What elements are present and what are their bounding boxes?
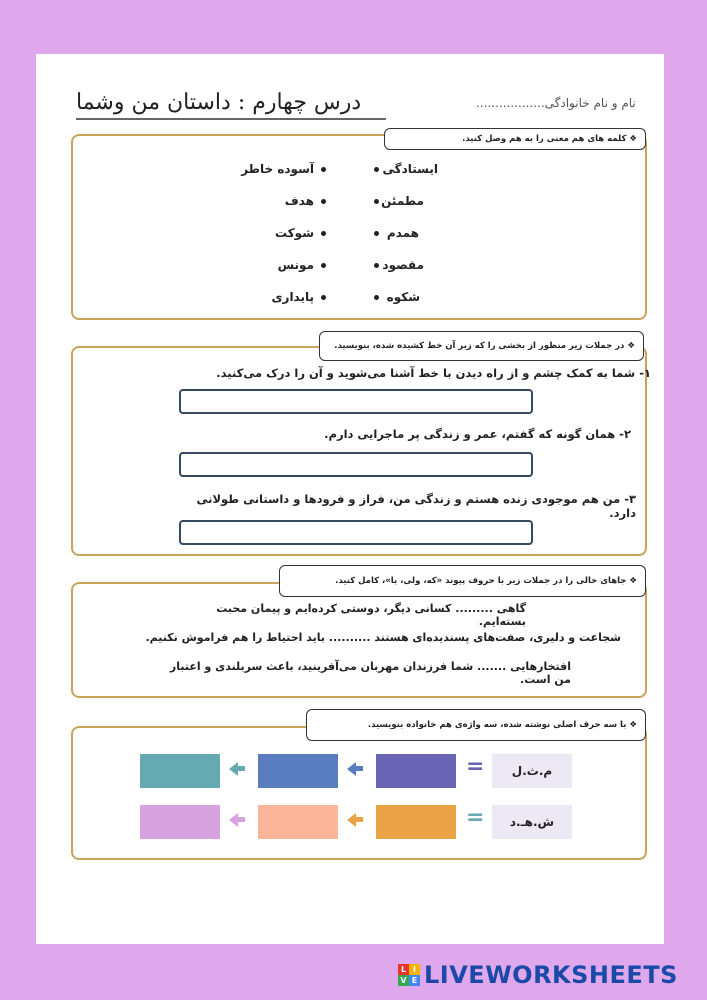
answer-tile-1b[interactable] [258,754,338,788]
word-family-instruction: ❖ با سه حرف اصلی نوشته شده، سه واژه‌ی هم خانواده بنویسید. [306,709,646,741]
liveworksheets-footer [398,961,678,989]
match-left-item: مونس [277,258,314,272]
match-left-bullet[interactable] [321,231,326,236]
fill-sentence-3: افتخارهایی ....... شما فرزندان مهربان می‌آفرینید، باعث سربلندی و اعتبار من است. [169,660,571,686]
arrow-left-icon [355,817,363,822]
fill-sentence-1: گاهی ......... کسانی دیگر، دوستی کرده‌ایم و پیمان محبت بسته‌ایم. [216,602,526,628]
match-left-item: هدف [284,194,314,208]
arrow-left-icon [355,766,363,771]
fill-sentence-2: شجاعت و دلیری، صفت‌های پسندیده‌ای هستند .......... باید احتیاط را هم فراموش نکنیم. [145,631,621,644]
match-left-bullet[interactable] [321,263,326,268]
answer-tile-1c[interactable] [376,754,456,788]
answer-tile-1a[interactable] [140,754,220,788]
answer-tile-2c[interactable] [376,805,456,839]
worksheet-page [36,54,664,944]
equals-icon: = [466,805,485,830]
arrow-left-icon [229,762,238,776]
brand-name: LIVEWORKSHEETS [424,961,678,989]
match-right-bullet[interactable] [374,199,379,204]
root-letters-2: ش.هـ.د [492,805,572,839]
fill-blank-instruction: ❖ جاهای خالی را در جملات زیر با حروف پیوند «که، ولی، با»، کامل کنید. [279,565,646,597]
match-left-item: پایداری [271,290,314,304]
arrow-left-icon [347,813,356,827]
question-3: ۳- من هم موجودی زنده هستم و زندگی من، فراز و فرودها و داستانی طولانی دارد. [196,492,636,520]
arrow-left-icon [229,813,238,827]
match-left-item: آسوده خاطر [241,162,314,176]
page-title: درس چهارم : داستان من وشما [76,90,362,115]
match-right-bullet[interactable] [374,167,379,172]
match-left-bullet[interactable] [321,295,326,300]
answer-input-1[interactable] [179,389,533,414]
match-right-item: شکوه [386,290,420,304]
answer-input-3[interactable] [179,520,533,545]
answer-tile-2b[interactable] [258,805,338,839]
arrow-left-icon [347,762,356,776]
match-right-item: ایستادگی [382,162,438,176]
logo-letter: L [398,964,409,975]
liveworksheets-logo-icon [398,964,420,986]
word-family-section [71,726,647,860]
match-right-item: مطمئن [381,194,424,208]
match-right-item: مقصود [382,258,424,272]
match-left-bullet[interactable] [321,199,326,204]
arrow-left-icon [237,766,245,771]
question-2: ۲- همان گونه که گفتم، عمر و زندگی پر ماجرایی دارم. [324,427,631,441]
match-left-bullet[interactable] [321,167,326,172]
match-right-bullet[interactable] [374,231,379,236]
logo-letter: E [409,975,420,986]
match-right-bullet[interactable] [374,263,379,268]
question-1: ۱- شما به کمک چشم و از راه دیدن با خط آشنا می‌شوید و آن را درک می‌کنید. [216,366,651,380]
meaning-instruction: ❖ در جملات زیر منظور از بخشی را که زیر آن خط کشیده شده، بنویسید. [319,331,644,361]
match-right-item: همدم [386,226,419,240]
equals-icon: = [466,754,485,779]
arrow-left-icon [237,817,245,822]
student-name-field: نام و نام خانوادگی.................. [476,96,636,110]
match-right-bullet[interactable] [374,295,379,300]
matching-instruction: ❖ کلمه های هم معنی را به هم وصل کنید. [384,128,646,150]
matching-section [71,134,647,320]
answer-input-2[interactable] [179,452,533,477]
answer-tile-2a[interactable] [140,805,220,839]
root-letters-1: م.ث.ل [492,754,572,788]
logo-letter: I [409,964,420,975]
title-underline [76,118,386,120]
logo-letter: V [398,975,409,986]
match-left-item: شوکت [274,226,314,240]
